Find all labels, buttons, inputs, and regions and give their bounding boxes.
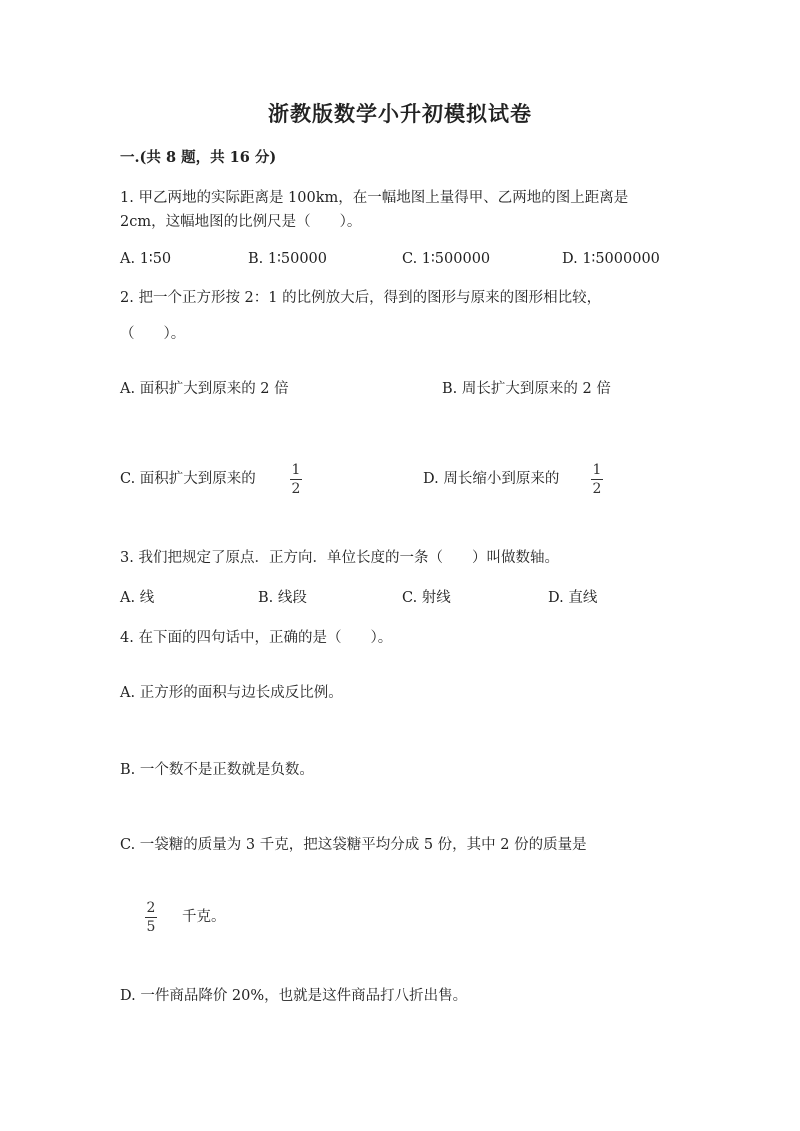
fraction-bar [591,479,603,480]
question-4-option-c: C. 一袋糖的质量为 3 千克，把这袋糖平均分成 5 份，其中 2 份的质量是 [120,837,587,853]
fraction-numerator: 2 [146,900,156,916]
question-4-option-d: D. 一件商品降价 20%，也就是这件商品打八折出售。 [120,988,468,1004]
question-2-option-c-fraction [288,462,304,497]
question-4-option-c-unit: 千克。 [182,909,226,925]
fraction-bar [290,479,302,480]
question-3-option-d: D. 直线 [548,590,598,606]
section-heading: 一.(共 8 题，共 16 分) [120,149,277,166]
fraction-bar [145,917,157,918]
question-2-option-c: C. 面积扩大到原来的 [120,471,256,487]
question-1-line-1: 1. 甲乙两地的实际距离是 100km，在一幅地图上量得甲、乙两地的图上距离是 [120,190,629,206]
question-2-line-1: 2. 把一个正方形按 2：1 的比例放大后，得到的图形与原来的图形相比较， [120,290,602,306]
question-1-option-d: D. 1∶5000000 [562,251,660,267]
question-2-line-2: （ ）。 [120,326,186,342]
question-2-option-a: A. 面积扩大到原来的 2 倍 [120,381,289,397]
question-2-option-b: B. 周长扩大到原来的 2 倍 [442,381,611,397]
question-3-option-b: B. 线段 [258,590,307,606]
question-2-option-d: D. 周长缩小到原来的 [423,471,560,487]
fraction-denominator: 5 [146,919,156,935]
fraction-denominator: 2 [291,481,301,497]
question-4-option-a: A. 正方形的面积与边长成反比例。 [120,685,343,701]
question-1-line-2: 2cm，这幅地图的比例尺是（ ）。 [120,214,362,230]
fraction-denominator: 2 [592,481,602,497]
question-2-option-d-fraction [589,462,605,497]
question-1-option-a: A. 1∶50 [120,251,172,267]
fraction-numerator: 1 [592,462,602,478]
question-1-option-c: C. 1∶500000 [402,251,491,267]
fraction-numerator: 1 [291,462,301,478]
question-4-option-c-fraction [143,900,159,935]
question-3-option-c: C. 射线 [402,590,451,606]
question-1-option-b: B. 1∶50000 [248,251,327,267]
question-3-line-1: 3. 我们把规定了原点．正方向．单位长度的一条（ ）叫做数轴。 [120,550,559,566]
question-3-option-a: A. 线 [120,590,155,606]
question-4-line-1: 4. 在下面的四句话中，正确的是（ ）。 [120,630,393,646]
question-4-option-b: B. 一个数不是正数就是负数。 [120,762,314,778]
page-title: 浙教版数学小升初模拟试卷 [268,101,532,126]
